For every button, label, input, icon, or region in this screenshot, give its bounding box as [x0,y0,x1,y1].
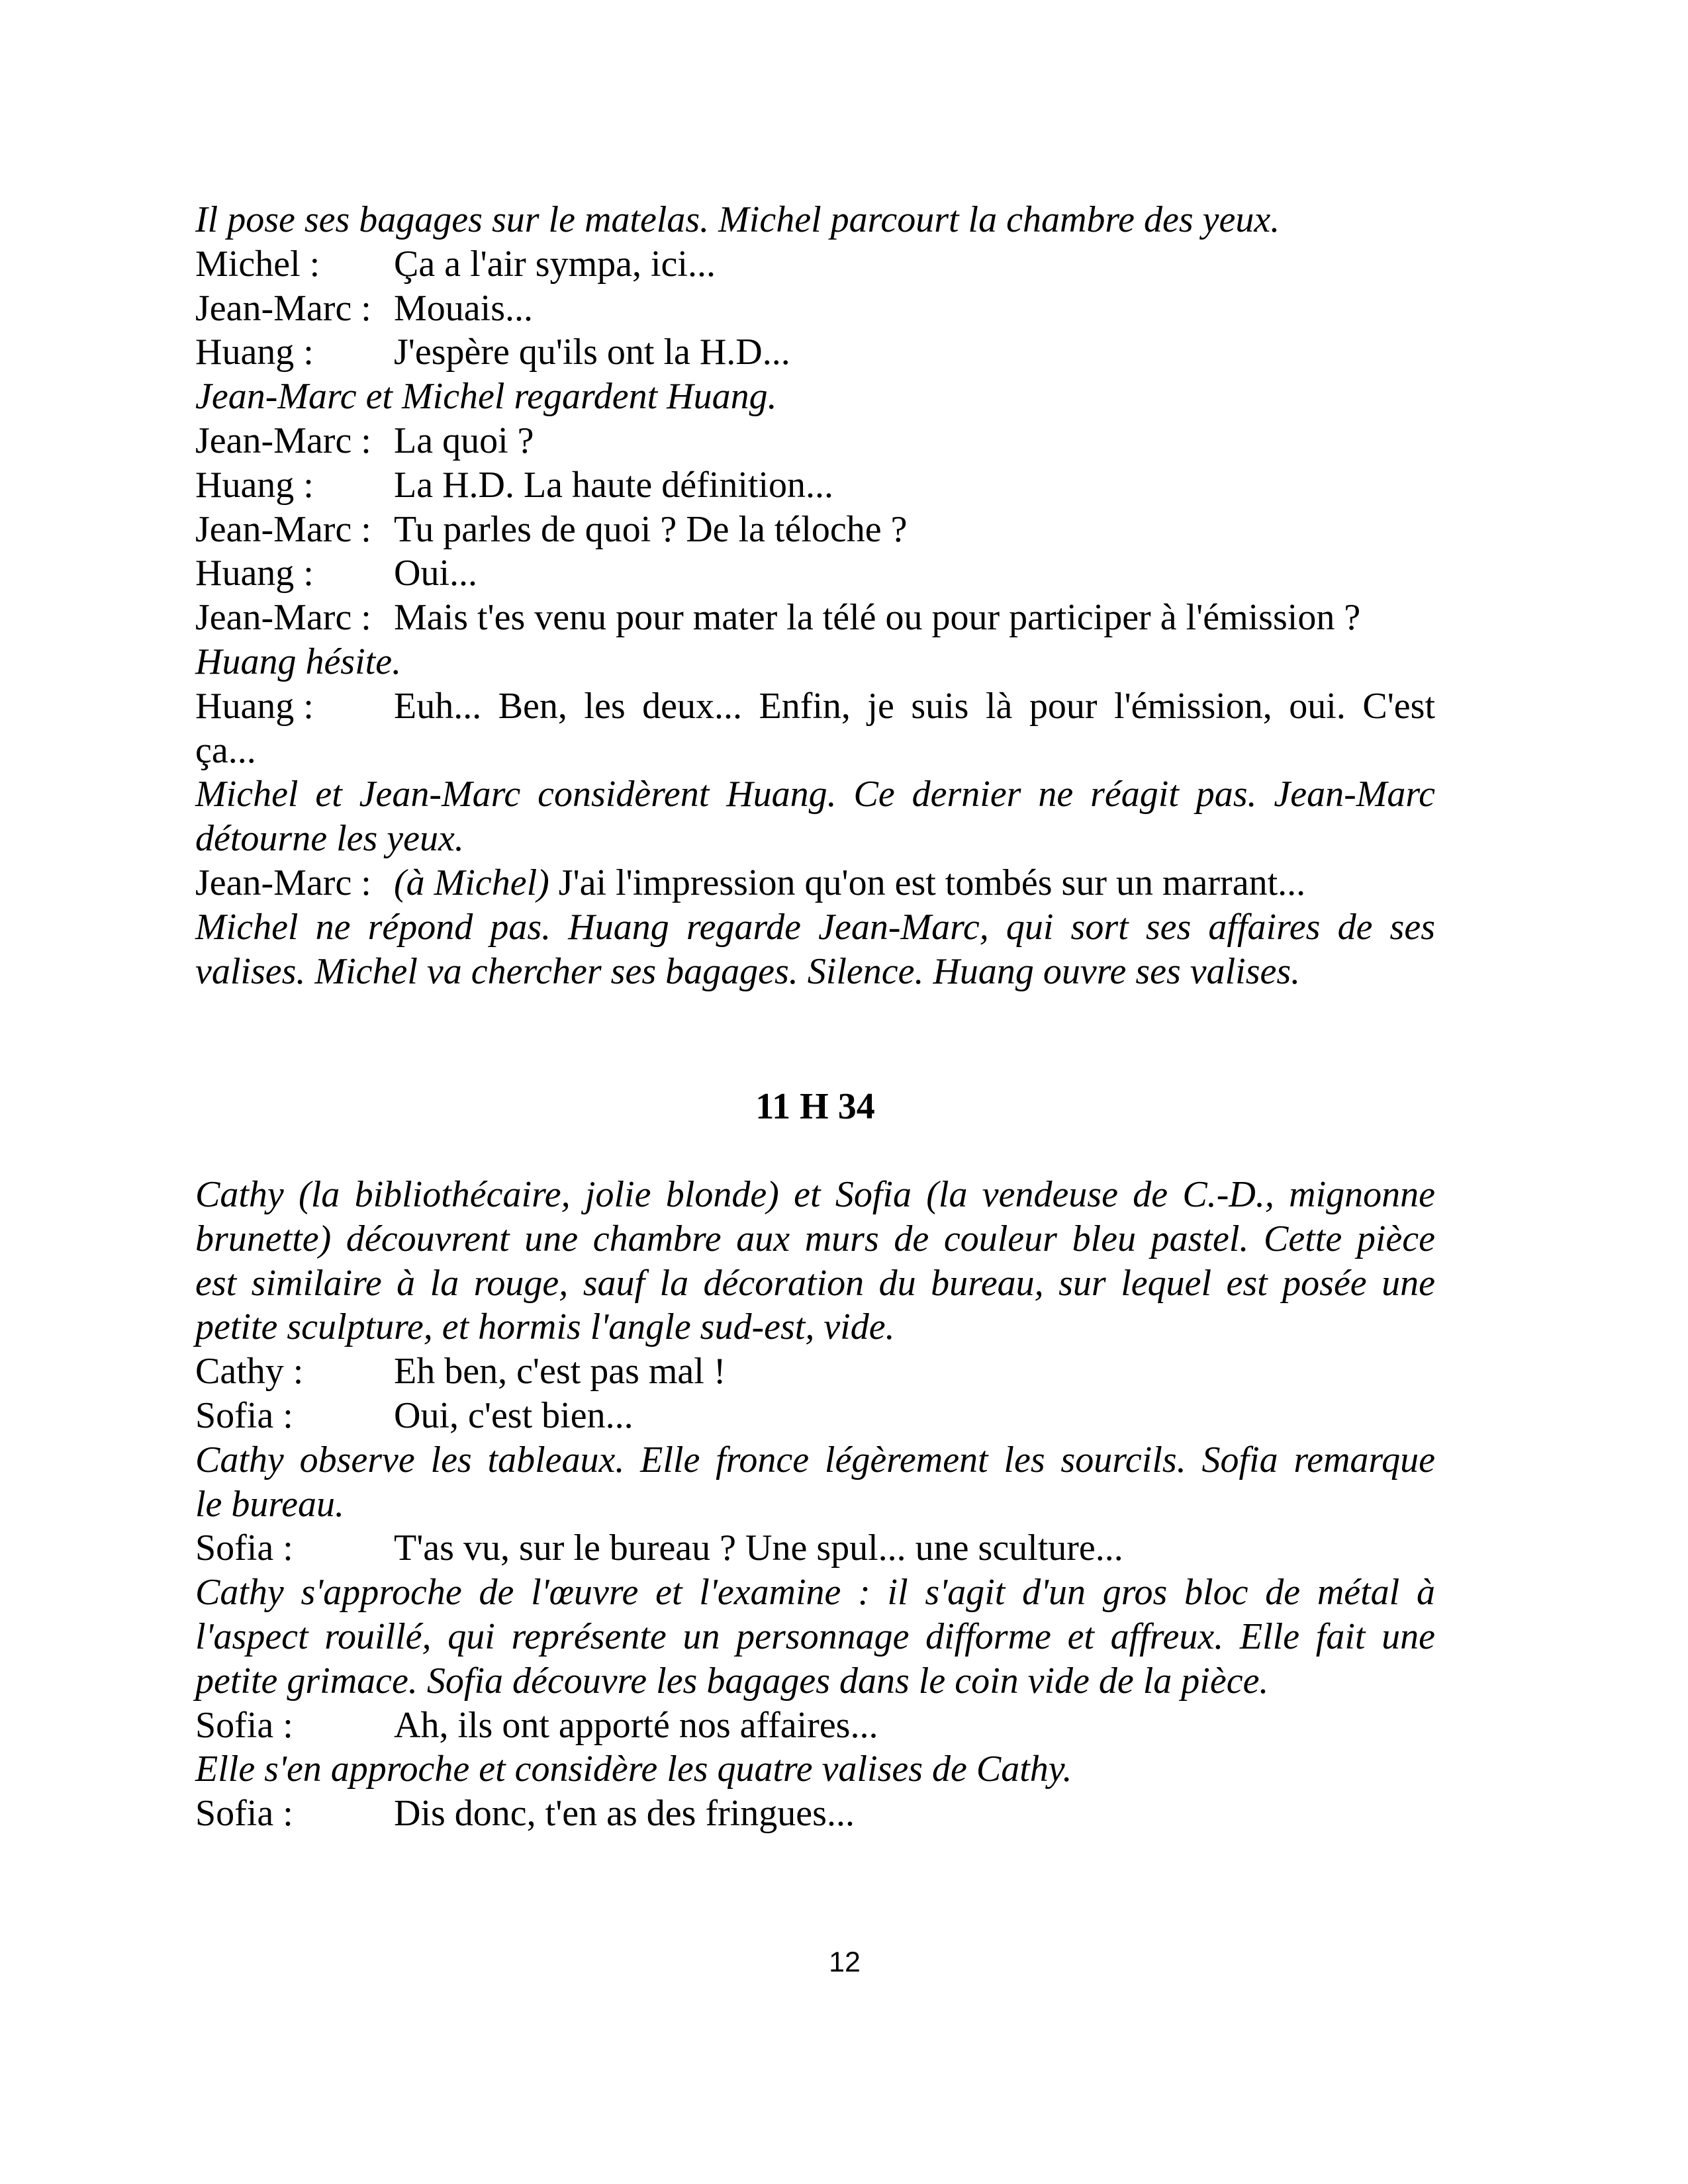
dialogue-line [195,596,1435,640]
dialogue-line [195,242,1435,287]
parenthetical: (à Michel) [394,862,549,903]
stage-direction: Michel ne répond pas. Huang regarde Jean-Marc, qui sort ses affaires de ses [195,906,1435,948]
dialogue-line [195,861,1435,905]
speaker-name: Jean-Marc : [195,420,371,461]
dialogue-text: Oui, c'est bien... [394,1394,633,1436]
speaker-name: Sofia : [195,1527,293,1569]
dialogue-text: Euh... Ben, les deux... Enfin, je suis là pour l'émission, oui. C'est [394,685,1435,727]
dialogue-text: Oui... [394,553,477,594]
stage-direction: Cathy observe les tableaux. Elle fronce légèrement les sourcils. Sofia remarque [195,1439,1435,1480]
dialogue-text: La quoi ? [394,420,534,461]
dialogue-line [195,1526,1435,1570]
dialogue-line [195,1349,1435,1394]
speaker-name: Sofia : [195,1793,293,1835]
speaker-name: Huang : [195,332,314,373]
dialogue-text: Ah, ils ont apporté nos affaires... [394,1704,878,1746]
speaker-name: Huang : [195,464,314,506]
scene-block-1 [195,198,1435,993]
speaker-name: Sofia : [195,1704,293,1746]
dialogue-text: T'as vu, sur le bureau ? Une spul... une sculture... [394,1527,1123,1569]
stage-direction-continued: petite grimace. Sofia découvre les bagages dans le coin vide de la pièce. [195,1660,1269,1702]
speaker-name: Sofia : [195,1394,293,1436]
stage-direction: Cathy (la bibliothécaire, jolie blonde) et Sofia (la vendeuse de C.-D., mignonne [195,1174,1435,1215]
dialogue-line [195,463,1435,508]
dialogue-text: Eh ben, c'est pas mal ! [394,1351,726,1392]
stage-direction-continued: brunette) découvrent une chambre aux murs de couleur bleu pastel. Cette pièce [195,1218,1435,1259]
speaker-name: Huang : [195,553,314,594]
dialogue-line [195,419,1435,463]
stage-direction-continued: l'aspect rouillé, qui représente un personnage difforme et affreux. Elle fait une [195,1615,1435,1657]
stage-direction-continued: petite sculpture, et hormis l'angle sud-est, vide. [195,1306,895,1348]
dialogue-text: Tu parles de quoi ? De la téloche ? [394,508,908,550]
stage-direction-continued: le bureau. [195,1483,344,1525]
speaker-name: Jean-Marc : [195,862,371,903]
stage-direction: Jean-Marc et Michel regardent Huang. [195,376,777,418]
dialogue-text: Ça a l'air sympa, ici... [394,243,716,285]
page-number: 12 [829,1946,861,1978]
speaker-name: Jean-Marc : [195,508,371,550]
dialogue-text-body: J'ai l'impression qu'on est tombés sur un marrant... [558,862,1306,903]
scene-block-2 [195,1173,1435,1836]
scene-heading: 11 H 34 [755,1086,875,1127]
speaker-name: Cathy : [195,1351,304,1392]
speaker-name: Huang : [195,685,314,727]
stage-direction: Michel et Jean-Marc considèrent Huang. Ce dernier ne réagit pas. Jean-Marc [195,774,1435,815]
stage-direction: Il pose ses bagages sur le matelas. Michel parcourt la chambre des yeux. [195,199,1280,240]
dialogue-line [195,1704,1435,1748]
stage-direction: Huang hésite. [195,641,402,682]
dialogue-line [195,551,1435,596]
stage-direction-continued: est similaire à la rouge, sauf la décoration du bureau, sur lequel est posée une [195,1262,1435,1304]
dialogue-text-continued: ça... [195,729,256,771]
dialogue-text [394,861,1435,905]
dialogue-line [195,508,1435,552]
stage-direction-continued: valises. Michel va chercher ses bagages. Silence. Huang ouvre ses valises. [195,950,1301,992]
dialogue-text: La H.D. La haute définition... [394,464,834,506]
speaker-name: Jean-Marc : [195,597,371,639]
dialogue-line [195,330,1435,375]
dialogue-text: Dis donc, t'en as des fringues... [394,1793,855,1835]
stage-direction: Cathy s'approche de l'œuvre et l'examine : il s'agit d'un gros bloc de métal à [195,1572,1435,1614]
dialogue-line [195,1394,1435,1438]
stage-direction-continued: détourne les yeux. [195,818,464,860]
stage-direction: Elle s'en approche et considère les quatre valises de Cathy. [195,1749,1072,1790]
dialogue-line [195,684,1435,729]
dialogue-text: J'espère qu'ils ont la H.D... [394,332,790,373]
dialogue-text: Mais t'es venu pour mater la télé ou pour participer à l'émission ? [394,597,1361,639]
dialogue-line [195,287,1435,331]
dialogue-line [195,1792,1435,1836]
speaker-name: Michel : [195,243,320,285]
dialogue-text: Mouais... [394,287,533,329]
speaker-name: Jean-Marc : [195,287,371,329]
